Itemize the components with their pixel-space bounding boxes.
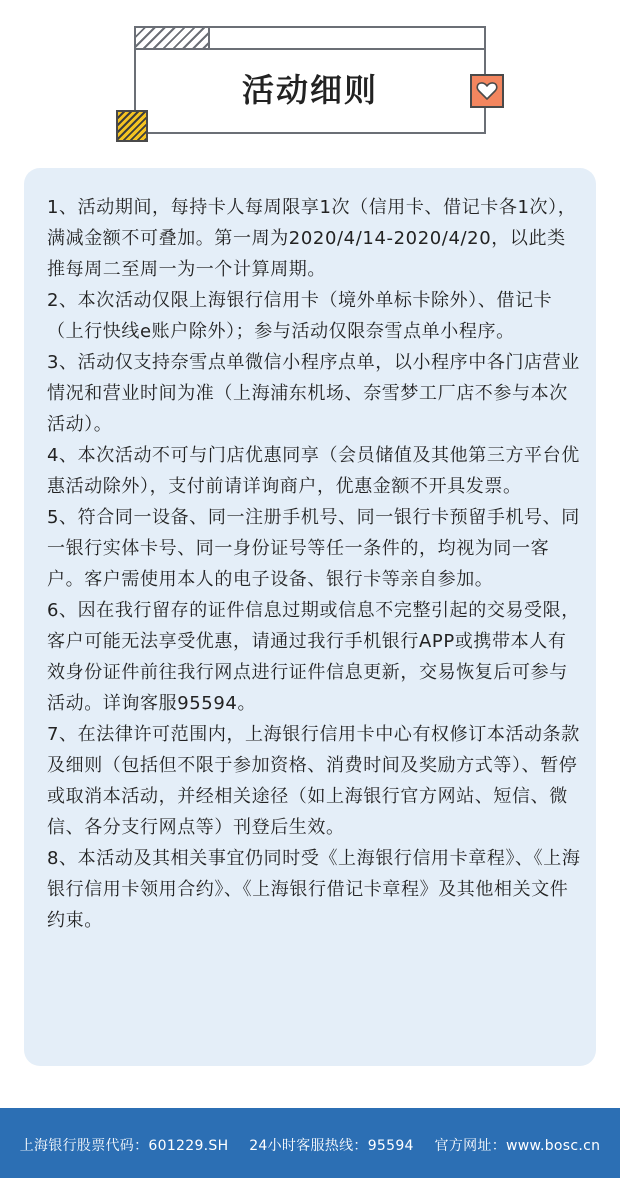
rule-item: 6、因在我行留存的证件信息过期或信息不完整引起的交易受限，客户可能无法享受优惠，请通过我行手机银行APP或携带本人有效身份证件前往我行网点进行证件信息更新，交易恢复后可参与活动。详询客服95594。 <box>47 600 580 714</box>
striped-decoration <box>134 26 210 50</box>
rules-list <box>47 192 581 936</box>
rule-item: 2、本次活动仅限上海银行信用卡（境外单标卡除外）、借记卡（上行快线e账户除外）；参与活动仅限奈雪点单小程序。 <box>47 290 553 342</box>
footer-stock-code: 上海银行股票代码：601229.SH <box>19 1138 229 1154</box>
rule-item: 3、活动仅支持奈雪点单微信小程序点单，以小程序中各门店营业情况和营业时间为准（上海浦东机场、奈雪梦工厂店不参与本次活动）。 <box>47 352 580 435</box>
rule-item: 7、在法律许可范围内，上海银行信用卡中心有权修订本活动条款及细则（包括但不限于参加资格、消费时间及奖励方式等）、暂停或取消本活动，并经相关途径（如上海银行官方网站、短信、微信、各分支行网点等）刊登后生效。 <box>47 724 580 838</box>
heart-icon <box>470 74 504 108</box>
hatched-square <box>116 110 148 142</box>
page-title: 活动细则 <box>241 71 378 109</box>
footer-bar <box>0 1108 620 1178</box>
rule-item: 8、本活动及其相关事宜仍同时受《上海银行信用卡章程》、《上海银行信用卡领用合约》、《上海银行借记卡章程》及其他相关文件约束。 <box>47 848 581 931</box>
title-divider <box>210 48 484 50</box>
rule-item: 1、活动期间，每持卡人每周限享1次（信用卡、借记卡各1次），满减金额不可叠加。第一周为2020/4/14-2020/4/20，以此类推每周二至周一为一个计算周期。 <box>47 197 577 280</box>
footer-info <box>0 1135 620 1155</box>
footer-hotline: 24小时客服热线：95594 <box>249 1138 414 1154</box>
title-card <box>134 26 486 134</box>
rule-item: 5、符合同一设备、同一注册手机号、同一银行卡预留手机号、同一银行实体卡号、同一身份证号等任一条件的，均视为同一客户。客户需使用本人的电子设备、银行卡等亲自参加。 <box>47 507 580 590</box>
rule-item: 4、本次活动不可与门店优惠同享（会员储值及其他第三方平台优惠活动除外），支付前请详询商户，优惠金额不开具发票。 <box>47 445 580 497</box>
rules-panel <box>24 168 596 1066</box>
footer-website: 官方网址：www.bosc.cn <box>434 1138 601 1154</box>
